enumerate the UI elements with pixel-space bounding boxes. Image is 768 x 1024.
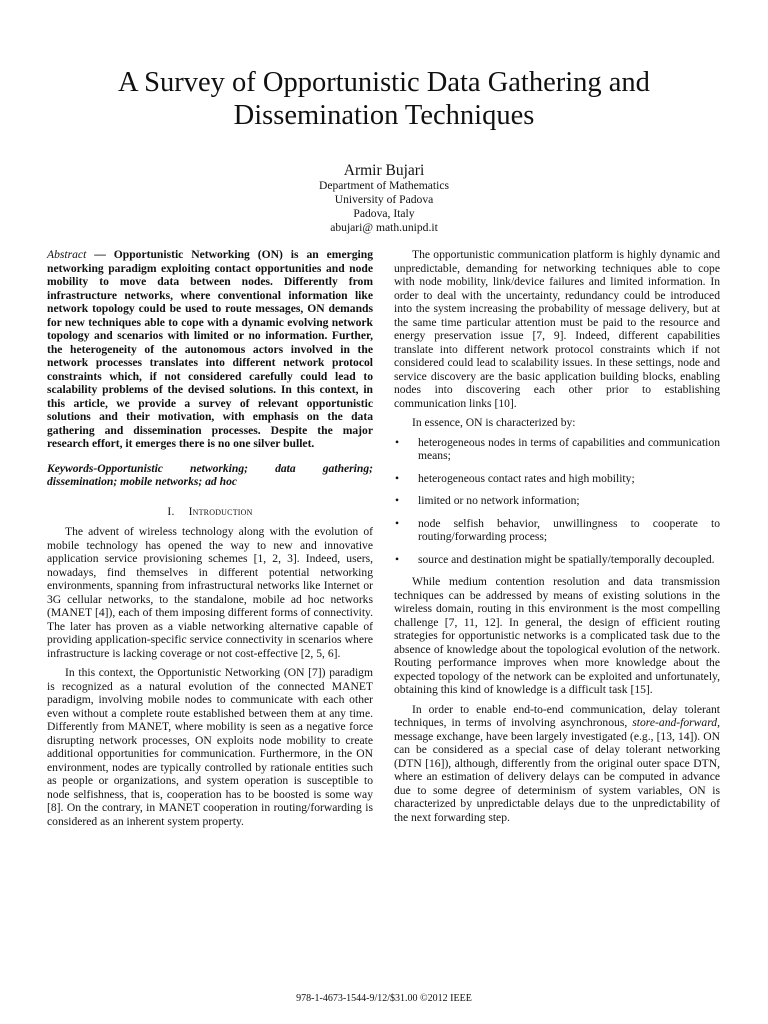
abstract <box>47 248 373 451</box>
paper-title: A Survey of Opportunistic Data Gathering and Dissemination Techniques <box>118 67 650 131</box>
abstract-label: Abstract <box>47 248 87 261</box>
bullet-icon: • <box>395 494 400 507</box>
list-item-text: heterogeneous nodes in terms of capabilities and communication means; <box>418 435 720 462</box>
right-paragraph-3: While medium contention resolution and data transmission techniques can be addressed by means of existing solutions in the wireless domain, routing in this environment is the most compelling challenge [7, 11, 12]. In general, the design of efficient routing strategies for opportunistic networks is a complicated task due to the absence of knowledge about the topological evolution of the network. Routing performance improves when more knowledge about the expected topology of the network can be exploited and unfortunately, obtaining this kind of knowledge is a difficult task [15]. <box>394 575 720 696</box>
list-item <box>394 494 720 508</box>
left-column <box>47 248 373 834</box>
list-item <box>394 472 720 486</box>
affiliation-block <box>0 179 768 235</box>
affiliation-university: University of Padova <box>334 193 434 206</box>
section-number: I. <box>167 504 175 518</box>
bullet-icon: • <box>395 471 400 485</box>
section-heading <box>47 505 373 519</box>
paragraph-text-after: , message exchange, have been largely investigated (e.g., [13, 14]). ON can be considered as a special case of delay tolerant networking (DTN [16]), although, differently from the original outer space DTN, where an estimation of delivery delays can be computed in advance due to some degree of determinism of system variables, ON is characterized by unpredictable delays due to the unpredictability of the next forwarding step. <box>394 716 720 824</box>
list-item-text: source and destination might be spatially/temporally decoupled. <box>418 552 715 566</box>
bullet-icon: • <box>395 435 400 449</box>
list-item-text: heterogeneous contact rates and high mobility; <box>418 471 635 485</box>
list-item <box>394 553 720 567</box>
copyright-footer: 978-1-4673-1544-9/12/$31.00 ©2012 IEEE <box>296 993 472 1004</box>
abstract-text: — Opportunistic Networking (ON) is an emerging networking paradigm exploiting contact opportunities and node mobility to move data between nodes. Differently from infrastructure networks, where conventional information like network topology could be used to route messages, ON demands for new techniques able to cope with a dynamic evolving network topology and scenarios with limited or no information. Further, the heterogeneity of the autonomous actors involved in the network processes translates into different network protocol constraints which, if not considered carefully could lead to scalability problems of the devised solutions. In this context, in this article, we provide a survey of relevant opportunistic solutions and their motivation, with emphasis on the data gathering and dissemination processes. Despite the major research effort, it emerges there is no one silver bullet. <box>47 248 373 450</box>
list-item <box>394 436 720 463</box>
keywords: Keywords-Opportunistic networking; data gathering; dissemination; mobile networks; ad hoc <box>47 461 373 488</box>
affiliation-department: Department of Mathematics <box>318 179 450 192</box>
paragraph-text-before: In order to enable end-to-end communication, delay tolerant techniques, in terms of involving asynchronous, <box>394 702 720 729</box>
affiliation-location: Padova, Italy <box>353 207 415 220</box>
affiliation-email: abujari@ math.unipd.it <box>330 221 438 234</box>
list-item <box>394 517 720 544</box>
list-item-text: node selfish behavior, unwillingness to cooperate to routing/forwarding process; <box>418 516 720 543</box>
bullet-icon: • <box>395 516 400 530</box>
intro-paragraph-1: The advent of wireless technology along with the evolution of mobile technology has opened the way to new and innovative application service provisioning schemes [1, 2, 3]. Indeed, users, nowadays, find themselves in different potential networking environments, spanning from infrastructural networks like Internet or 3G cellular networks, to the standalone, mobile ad hoc networks (MANET [4]), each of them imposing different forms of connectivity. The later has proven as a viable networking alternative capable of providing application-specific service connectivity in scenarios where infrastructure is lacking coverage or not cost-effective [2, 5, 6]. <box>47 525 373 660</box>
right-paragraph-1: The opportunistic communication platform is highly dynamic and unpredictable, demanding for networking techniques able to cope with node mobility, link/device failures and limited information. In order to deal with the uncertainty, redundancy could be introduced into the system increasing the probability of message delivery, but at the same time particular attention must be paid to the resource and energy preservation issue [7, 9]. Indeed, different capabilities translate into different network protocol constraints which if not considered could lead to scalability issues. In these settings, node and service discovery are the basic application building blocks, enabling nodes into discovering each other prior to establishing communication links [10]. <box>394 248 720 410</box>
list-item-text: limited or no network information; <box>418 494 580 507</box>
right-paragraph-4 <box>394 703 720 825</box>
bullet-icon: • <box>395 552 400 566</box>
section-title: Introduction <box>188 504 253 518</box>
right-paragraph-2: In essence, ON is characterized by: <box>412 416 576 429</box>
paragraph-emphasis: store-and-forward <box>632 716 718 729</box>
intro-paragraph-2: In this context, the Opportunistic Networking (ON [7]) paradigm is recognized as a natural evolution of the connected MANET paradigm, involving mobile nodes to communicate with each other even without a complete route established between them at any time. Differently from MANET, where mobility is seen as a negative force disrupting network processes, ON exploits node mobility to create additional opportunities for communication. Furthermore, in the ON environment, nodes are typically controlled by rationale entities such as people or organizations, and system operation is susceptible to node selfishness, that is, cooperation has to be boosted is some way [8]. On the contrary, in MANET cooperation in routing/forwarding is considered as an inherent system property. <box>47 666 373 828</box>
right-column <box>394 248 720 830</box>
characteristics-list <box>394 436 720 567</box>
author-name: Armir Bujari <box>343 162 425 179</box>
